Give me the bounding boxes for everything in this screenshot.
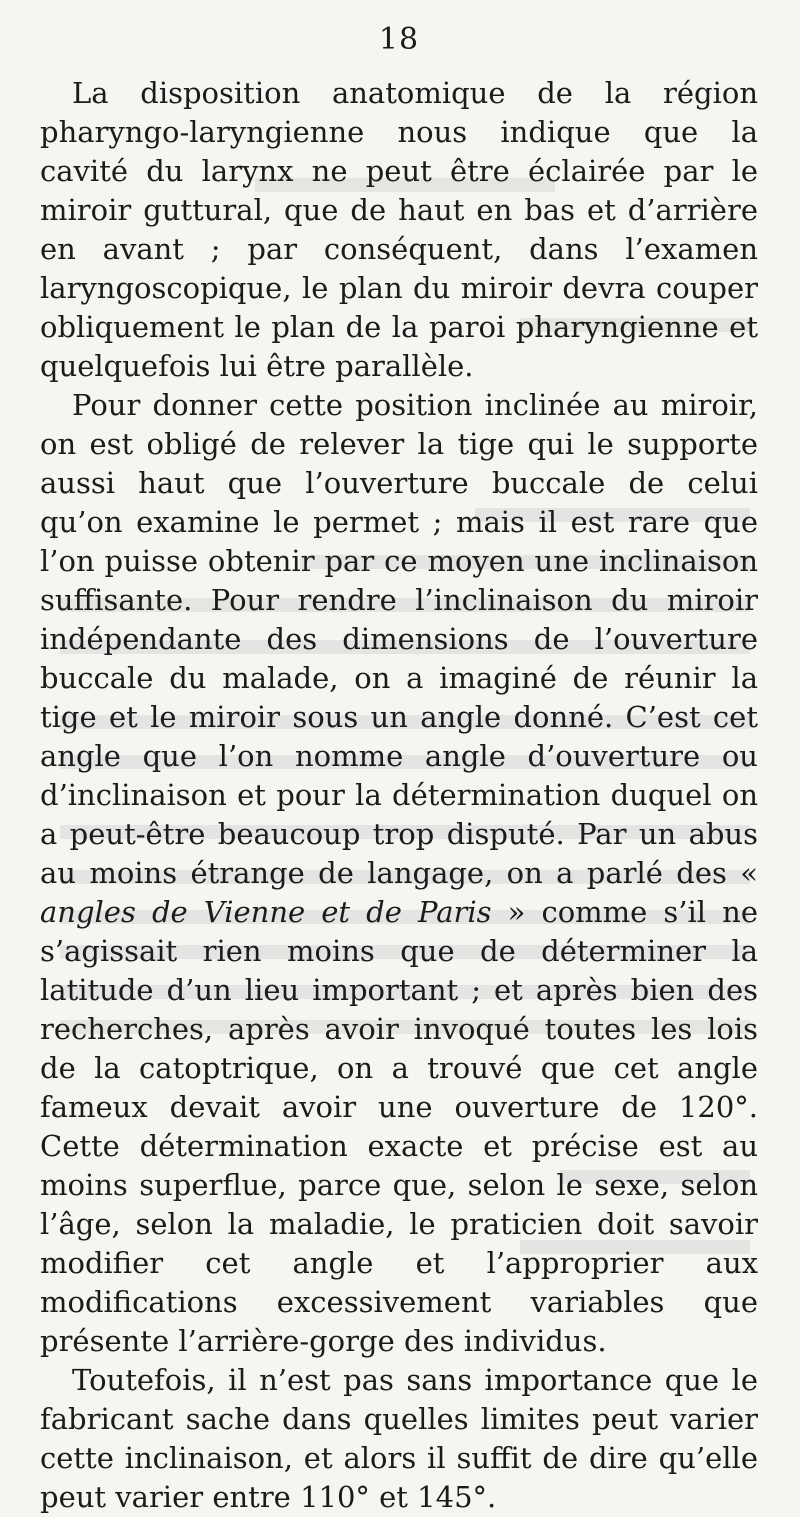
paragraph-3-text: Toutefois, il n’est pas sans importance que le fabricant sache dans quelles limites peut varier cette inclinaison, et alors il suffit de dire qu’elle peut varier entre 110° et 145°. bbox=[40, 1363, 758, 1514]
paragraph-1 bbox=[40, 74, 758, 386]
paragraph-2-text-part2: » comme s’il ne s’agissait rien moins que de déterminer la latitude d’un lieu important ; et après bien des recherches, après avoir invoqué toutes les lois de la catoptrique, on a trouvé que cet angle fameux devait avoir une ouverture de 120°. Cette détermination exacte et précise est au moins superflue, parce que, selon le sexe, selon l’âge, selon la maladie, le praticien doit savoir modifier cet angle et l’approprier aux modifications excessivement variables que présente l’arrière-gorge des individus. bbox=[40, 895, 758, 1358]
paragraph-3 bbox=[40, 1361, 758, 1517]
book-page bbox=[40, 18, 758, 1517]
page-number: 18 bbox=[378, 22, 420, 57]
paragraph-2 bbox=[40, 386, 758, 1361]
paragraph-2-text-part1: Pour donner cette position inclinée au miroir, on est obligé de relever la tige qui le supporte aussi haut que l’ouverture buccale de celui qu’on examine le permet ; mais il est rare que l’on puisse obtenir par ce moyen une inclinaison suffisante. Pour rendre l’inclinaison du miroir indépendante des dimensions de l’ouverture buccale du malade, on a imaginé de réunir la tige et le miroir sous un angle donné. C’est cet angle que l’on nomme angle d’ouverture ou d’inclinaison et pour la détermination duquel on a peut-être beaucoup trop disputé. Par un abus au moins étrange de langage, on a parlé des « bbox=[40, 388, 758, 890]
paragraph-1-text: La disposition anatomique de la région pharyngo-laryngienne nous indique que la cavité du larynx ne peut être éclairée par le miroir guttural, que de haut en bas et d’arrière en avant ; par conséquent, dans l’examen laryngoscopique, le plan du miroir devra couper obliquement le plan de la paroi pharyngienne et quelquefois lui être parallèle. bbox=[40, 76, 758, 383]
paragraph-2-italic-phrase: angles de Vienne et de Paris bbox=[40, 895, 492, 929]
